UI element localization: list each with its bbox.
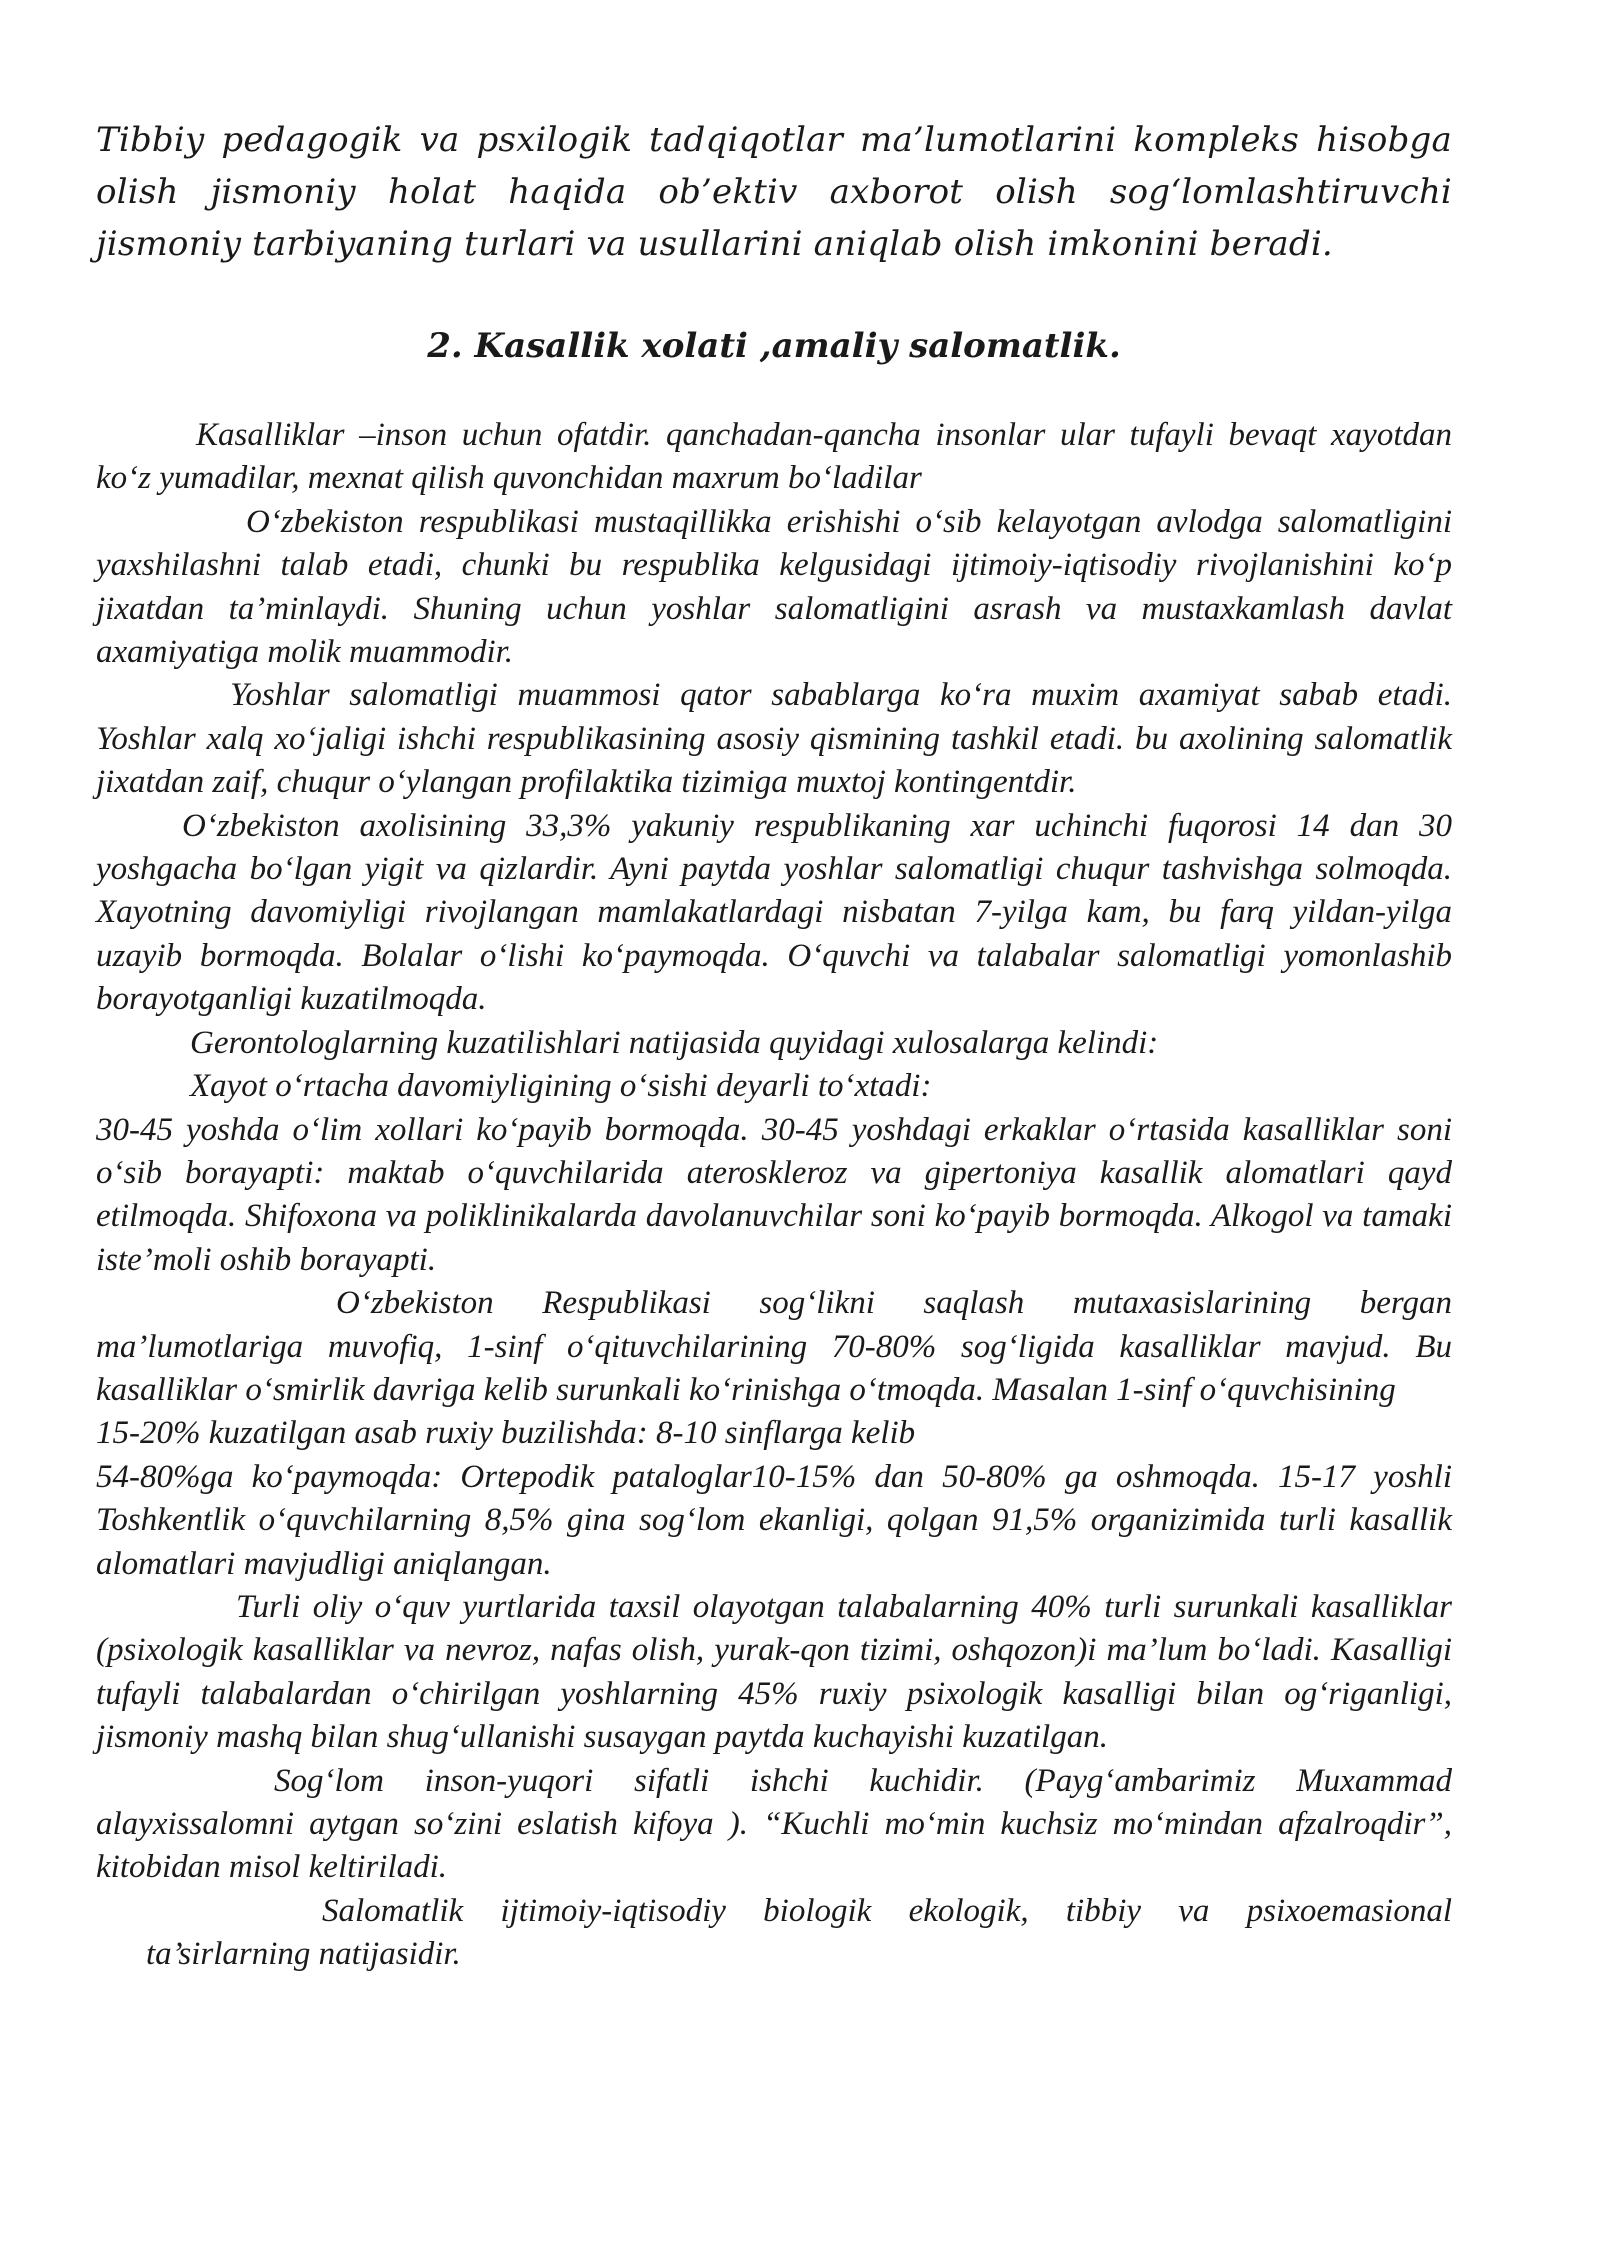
paragraph: Gerontologlarning kuzatilishlari natijasida quyidagi xulosalarga kelindi: bbox=[190, 1024, 1159, 1061]
section-heading: 2. Kasallik xolati ,amaliy salomatlik. bbox=[427, 326, 1121, 366]
paragraph: Kasalliklar –inson uchun ofatdir. qanchadan-qancha insonlar ular tufayli bevaqt xayotdan ko‘z yumadilar, mexnat qilish quvonchidan maxrum bo‘ladilar bbox=[96, 417, 1452, 497]
closing-line-2: ta’sirlarning natijasidir. bbox=[146, 1936, 461, 1973]
paragraph: Turli oliy o‘quv yurtlarida taxsil olayotgan talabalarning 40% turli surunkali kasalliklar (psixologik kasalliklar va nevroz, nafas olish, yurak-qon tizimi, oshqozon)i ma’lum bo‘ladi. Kasalligi tufayli talabalardan o‘chirilgan yoshlarning 45% ruxiy psixologik kasalligi bilan og‘riganligi, jismoniy mashq bilan shug‘ullanishi susaygan paytda kuchayishi kuzatilgan. bbox=[96, 1588, 1452, 1756]
intro-paragraph: Tibbiy pedagogik va psxilogik tadqiqotlar ma’lumotlarini kompleks hisobga olish jismoniy holat haqida ob’ektiv axborot olish sog‘lomlashtiruvchi jismoniy tarbiyaning turlari va usullarini aniqlab olish imkonini beradi. bbox=[96, 120, 1452, 264]
body-text bbox=[96, 414, 1452, 1977]
paragraph: 54-80%ga ko‘paymoqda: Ortepodik pataloglar10-15% dan 50-80% ga oshmoqda. 15-17 yoshli Toshkentlik o‘quvchilarning 8,5% gina sog‘lom ekanligi, qolgan 91,5% organizimida turli kasallik alomatlari mavjudligi aniqlangan. bbox=[96, 1458, 1452, 1582]
paragraph: O‘zbekiston axolisining 33,3% yakuniy respublikaning xar uchinchi fuqorosi 14 dan 30 yoshgacha bo‘lgan yigit va qizlardir. Ayni paytda yoshlar salomatligi chuqur tashvishga solmoqda. Xayotning davomiyligi rivojlangan mamlakatlardagi nisbatan 7-yilga kam, bu farq yildan-yilga uzayib bormoqda. Bolalar o‘lishi ko‘paymoqda. O‘quvchi va talabalar salomatligi yomonlashib borayotganligi kuzatilmoqda. bbox=[96, 807, 1452, 1018]
paragraph: Sog‘lom inson-yuqori sifatli ishchi kuchidir. (Payg‘ambarimiz Muxammad alayxissalomni aytgan so‘zini eslatish kifoya ). “Kuchli mo‘min kuchsiz mo‘mindan afzalroqdir”, kitobidan misol keltiriladi. bbox=[96, 1762, 1452, 1886]
closing-line-1: Salomatlik ijtimoiy-iqtisodiy biologik ekologik, tibbiy va psixoemasional bbox=[322, 1892, 1452, 1929]
paragraph: Xayot o‘rtacha davomiyligining o‘sishi deyarli to‘xtadi: bbox=[190, 1068, 932, 1105]
paragraph: O‘zbekiston Respublikasi sog‘likni saqlash mutaxasislarining bergan ma’lumotlariga muvofiq, 1-sinf o‘qituvchilarining 70-80% sog‘ligida kasalliklar mavjud. Bu kasalliklar o‘smirlik davriga kelib surunkali ko‘rinishga o‘tmoqda. Masalan 1-sinf o‘quvchisining bbox=[96, 1285, 1452, 1408]
paragraph: Yoshlar salomatligi muammosi qator sabablarga ko‘ra muxim axamiyat sabab etadi. Yoshlar xalq xo‘jaligi ishchi respublikasining asosiy qismining tashkil etadi. bu axolining salomatlik jixatdan zaif, chuqur o‘ylangan profilaktika tizimiga muxtoj kontingentdir. bbox=[96, 677, 1452, 801]
paragraph: 15-20% kuzatilgan asab ruxiy buzilishda: 8-10 sinflarga kelib bbox=[96, 1415, 916, 1452]
paragraph: O‘zbekiston respublikasi mustaqillikka erishishi o‘sib kelayotgan avlodga salomatligini yaxshilashni talab etadi, chunki bu respublika kelgusidagi ijtimoiy-iqtisodiy rivojlanishini ko‘p jixatdan ta’minlaydi. Shuning uchun yoshlar salomatligini asrash va mustaxkamlash davlat axamiyatiga molik muammodir. bbox=[96, 503, 1452, 671]
paragraph: 30-45 yoshda o‘lim xollari ko‘payib bormoqda. 30-45 yoshdagi erkaklar o‘rtasida kasalliklar soni o‘sib borayapti: maktab o‘quvchilarida ateroskleroz va gipertoniya kasallik alomatlari qayd etilmoqda. Shifoxona va poliklinikalarda davolanuvchilar soni ko‘payib bormoqda. Alkogol va tamaki iste’moli oshib borayapti. bbox=[96, 1111, 1452, 1278]
closing-paragraph bbox=[96, 1890, 1452, 1977]
